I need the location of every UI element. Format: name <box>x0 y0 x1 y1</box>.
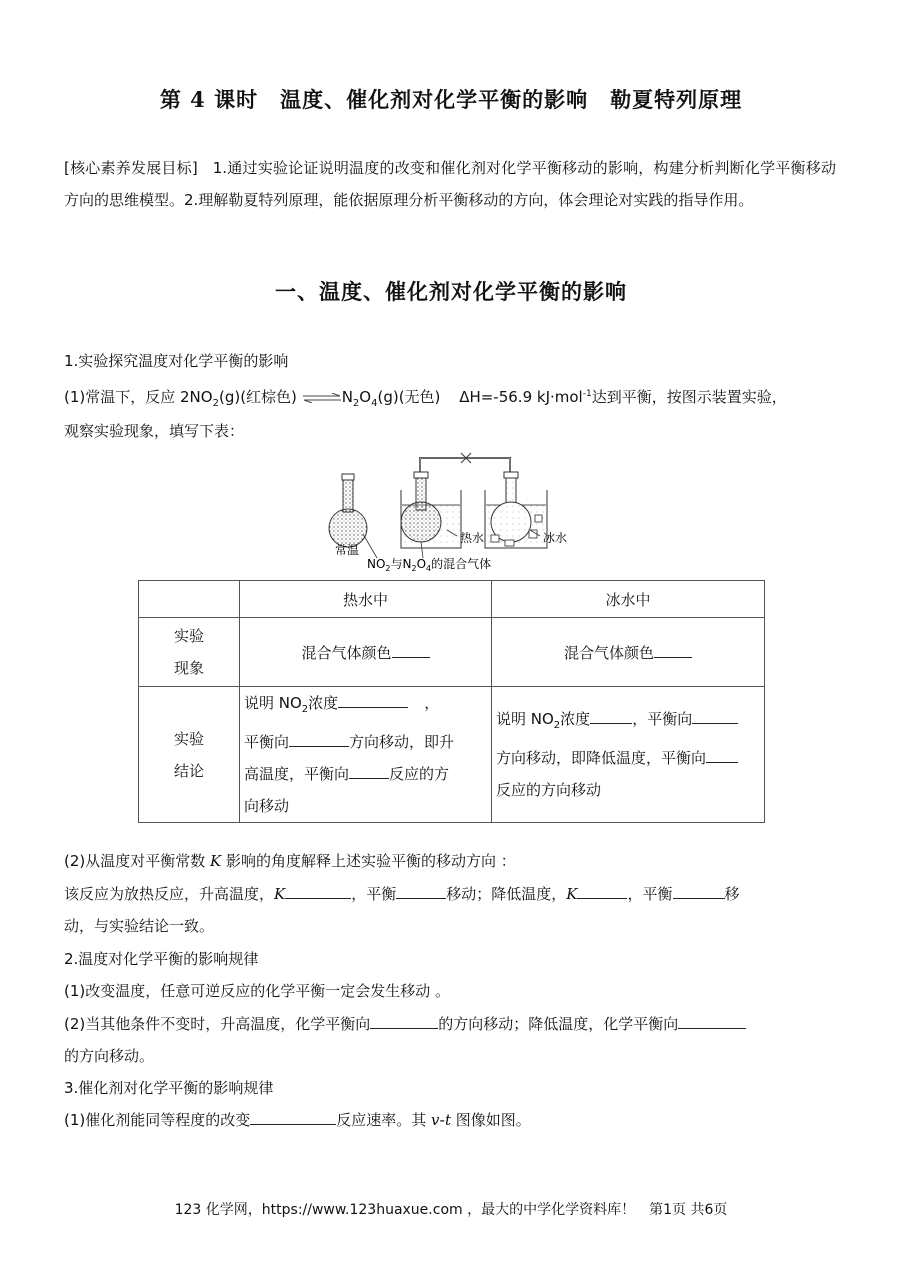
core-goals <box>64 152 836 216</box>
reversible-arrow-icon <box>302 393 342 403</box>
fill-blank[interactable] <box>706 748 738 763</box>
label-gas-mixture: $NO_2$与$N_2O_4$的混合气体 <box>367 557 492 573</box>
beaker-ice-water <box>485 472 547 548</box>
cell-hot-phenomenon: 混合气体颜色 <box>240 618 492 687</box>
fill-blank[interactable] <box>692 709 738 724</box>
reaction-text: 达到平衡，按图示装置实验， <box>591 388 787 406</box>
subscript: 4 <box>371 398 378 409</box>
table-header-ice: 冰水中 <box>492 581 765 618</box>
fill-blank[interactable] <box>590 709 632 724</box>
rule-1: (1)改变温度，任意可逆反应的化学平衡一定会发生移动 。 <box>64 982 451 1000</box>
reaction-text: O <box>359 388 372 406</box>
fill-blank[interactable] <box>338 693 408 708</box>
fill-blank[interactable] <box>654 643 692 658</box>
experiment-figure <box>325 450 585 575</box>
question-2: (2)从温度对平衡常数 K 影响的角度解释上述实验平衡的移动方向 ： <box>64 852 516 870</box>
superscript: -1 <box>582 389 592 399</box>
fill-blank[interactable] <box>673 884 725 899</box>
fill-blank[interactable] <box>392 643 430 658</box>
flask-room-temp <box>329 474 367 547</box>
heading-1: 1.实验探究温度对化学平衡的影响 <box>64 352 289 370</box>
explanation-line-2: 动，与实验结论一致。 <box>64 917 215 935</box>
rule-2: (2)当其他条件不变时，升高温度，化学平衡向 的方向移动；降低温度，化学平衡向 <box>64 1013 844 1034</box>
rule-2-cont: 的方向移动。 <box>64 1047 155 1065</box>
reaction-text: N <box>341 388 353 406</box>
beaker-hot-water <box>401 472 461 548</box>
table-cell <box>139 581 240 618</box>
goals-text: 1.通过实验论证说明温度的改变和催化剂对化学平衡移动的影响，构建分析判断化学平衡移动方向的思维模型。2.理解勒夏特列原理，能依据原理分析平衡移动的方向，体会理论对实践的指导作用。 <box>64 159 836 209</box>
table-row <box>139 687 765 823</box>
fill-blank[interactable] <box>289 732 349 747</box>
fill-blank[interactable] <box>370 1014 438 1029</box>
explanation-line: 该反应为放热反应，升高温度，K ，平衡 移动；降低温度，K ，平衡 移 <box>64 885 740 903</box>
row-label-phenomenon: 实验 现象 <box>139 618 240 687</box>
heading-2: 2.温度对化学平衡的影响规律 <box>64 950 259 968</box>
label-ice-water: 冰水 <box>543 531 568 545</box>
goals-label: [核心素养发展目标] <box>64 159 198 177</box>
page-title: 第 4 课时 温度、催化剂对化学平衡的影响 勒夏特列原理 <box>159 87 743 112</box>
row-label-conclusion: 实验 结论 <box>139 687 240 823</box>
reaction-line <box>64 386 844 409</box>
reaction-line-2: 观察实验现象，填写下表： <box>64 422 245 440</box>
catalyst-line: (1)催化剂能同等程度的改变 反应速率。其 v-t 图像如图。 <box>64 1111 531 1129</box>
subscript: 2 <box>212 398 219 409</box>
fill-blank[interactable] <box>577 884 627 899</box>
fill-blank[interactable] <box>678 1014 746 1029</box>
fill-blank[interactable] <box>285 884 351 899</box>
subscript: 2 <box>352 398 360 409</box>
reaction-text: (g)(无色) <box>377 388 441 406</box>
page-footer: 123 化学网，https://www.123huaxue.com ，最大的中学化学资料库！ 第1页 共6页 <box>174 1202 728 1218</box>
cell-hot-conclusion: 说明 $NO_2$浓度 ， 平衡向 方向移动，即升 高温度，平衡向 反应的方 向移动 <box>240 687 492 823</box>
table-header-hot: 热水中 <box>240 581 492 618</box>
experiment-table <box>138 580 765 823</box>
reaction-text: (1)常温下，反应 2NO <box>64 388 213 406</box>
enthalpy-text: ΔH=-56.9 kJ·mol <box>459 388 583 406</box>
fill-blank[interactable] <box>396 884 446 899</box>
label-room-temp: 常温 <box>335 543 360 557</box>
cell-ice-conclusion: 说明 $NO_2$浓度 ，平衡向 方向移动，即降低温度，平衡向 反应的方向移动 <box>492 687 765 823</box>
fill-blank[interactable] <box>349 764 389 779</box>
heading-3: 3.催化剂对化学平衡的影响规律 <box>64 1079 274 1097</box>
reaction-text: (g)(红棕色) <box>218 388 297 406</box>
section-title: 一、温度、催化剂对化学平衡的影响 <box>275 279 627 304</box>
label-hot-water: 热水 <box>460 531 485 545</box>
table-row <box>139 618 765 687</box>
fill-blank[interactable] <box>250 1110 336 1125</box>
table-row <box>139 581 765 618</box>
cell-ice-phenomenon: 混合气体颜色 <box>492 618 765 687</box>
